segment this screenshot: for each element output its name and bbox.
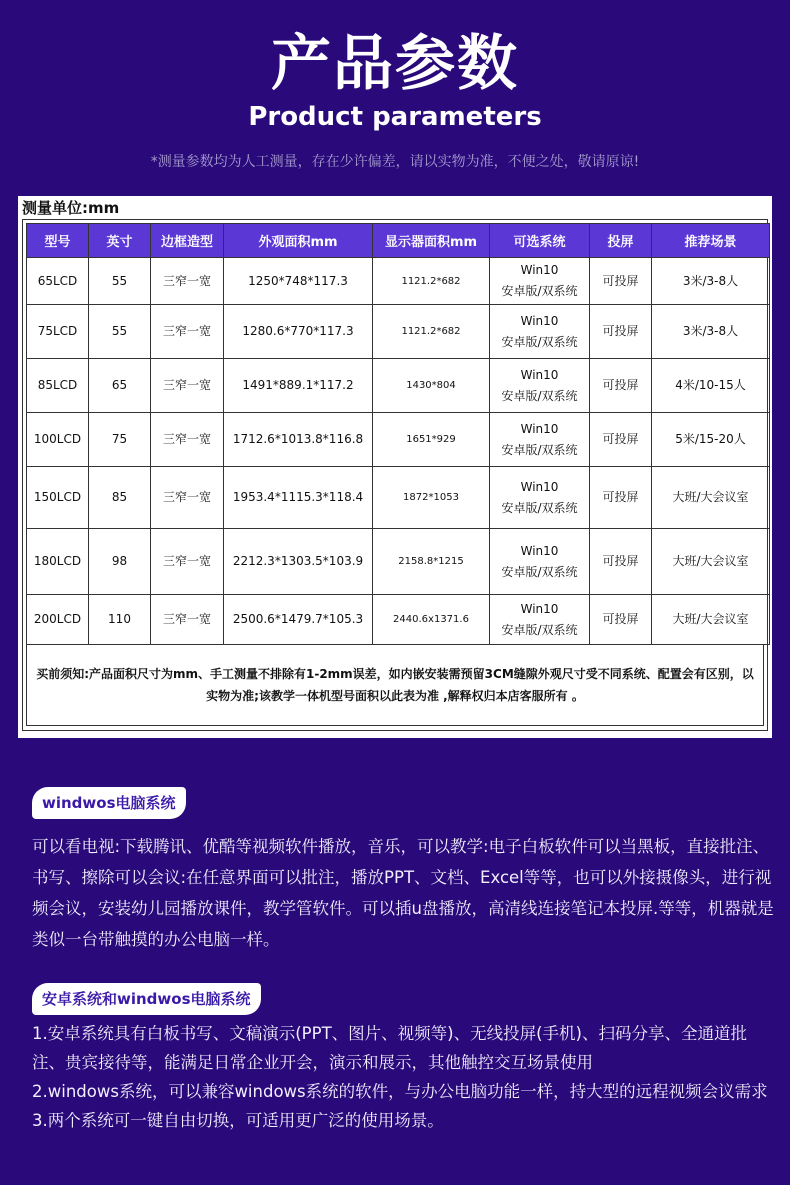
system-line: 安卓版/双系统	[501, 564, 578, 579]
unit-label: 测量单位:mm	[22, 199, 120, 217]
cell-frame: 三窄一宽	[151, 305, 224, 359]
table-row	[27, 529, 770, 595]
parameters-panel	[18, 196, 772, 738]
cell-system	[490, 595, 590, 645]
system-line: Win10	[520, 263, 559, 277]
cell-frame: 三窄一宽	[151, 467, 224, 529]
cell-model: 65LCD	[27, 258, 89, 305]
cell-inch: 110	[89, 595, 151, 645]
system-line: 安卓版/双系统	[501, 388, 578, 403]
cell-display-size: 1872*1053	[373, 467, 490, 529]
cell-system	[490, 529, 590, 595]
cell-scene: 3米/3-8人	[652, 258, 770, 305]
page-subtitle: Product parameters	[248, 102, 542, 132]
cell-display-size: 2158.8*1215	[373, 529, 490, 595]
cell-scene: 4米/10-15人	[652, 359, 770, 413]
table-row	[27, 413, 770, 467]
cell-display-size: 2440.6x1371.6	[373, 595, 490, 645]
system-line: Win10	[520, 421, 559, 436]
cell-cast: 可投屏	[590, 305, 652, 359]
table-row	[27, 258, 770, 305]
cell-outer-size: 1250*748*117.3	[224, 258, 373, 305]
table-row	[27, 359, 770, 413]
header-outer-size: 外观面积mm	[224, 224, 373, 258]
cell-display-size: 1430*804	[373, 359, 490, 413]
cell-cast: 可投屏	[590, 595, 652, 645]
header-frame: 边框造型	[151, 224, 224, 258]
list-item: 2.windows系统，可以兼容windows系统的软件，与办公电脑功能一样，持大型的远程视频会议需求	[32, 1082, 768, 1101]
cell-outer-size: 1491*889.1*117.2	[224, 359, 373, 413]
cell-outer-size: 2212.3*1303.5*103.9	[224, 529, 373, 595]
system-line: Win10	[520, 367, 559, 382]
system-line: 安卓版/双系统	[501, 442, 578, 457]
table-header-row	[27, 224, 770, 258]
cell-frame: 三窄一宽	[151, 413, 224, 467]
cell-cast: 可投屏	[590, 258, 652, 305]
cell-inch: 55	[89, 305, 151, 359]
cell-inch: 65	[89, 359, 151, 413]
cell-system	[490, 305, 590, 359]
header-system: 可选系统	[490, 224, 590, 258]
cell-outer-size: 1280.6*770*117.3	[224, 305, 373, 359]
cell-outer-size: 1953.4*1115.3*118.4	[224, 467, 373, 529]
cell-system	[490, 359, 590, 413]
cell-model: 200LCD	[27, 595, 89, 645]
cell-cast: 可投屏	[590, 529, 652, 595]
system-line: 安卓版/双系统	[501, 334, 578, 349]
cell-model: 100LCD	[27, 413, 89, 467]
cell-inch: 85	[89, 467, 151, 529]
header-scene: 推荐场景	[652, 224, 770, 258]
page-title: 产品参数	[271, 29, 519, 99]
cell-cast: 可投屏	[590, 413, 652, 467]
cell-outer-size: 1712.6*1013.8*116.8	[224, 413, 373, 467]
cell-frame: 三窄一宽	[151, 359, 224, 413]
cell-scene: 3米/3-8人	[652, 305, 770, 359]
list-item: 3.两个系统可一键自由切换，可适用更广泛的使用场景。	[32, 1111, 444, 1130]
cell-display-size: 1121.2*682	[373, 258, 490, 305]
cell-inch: 98	[89, 529, 151, 595]
cell-frame: 三窄一宽	[151, 595, 224, 645]
header-model: 型号	[27, 224, 89, 258]
table-row	[27, 595, 770, 645]
windows-section-badge: windwos电脑系统	[32, 787, 186, 819]
cell-cast: 可投屏	[590, 359, 652, 413]
cell-system	[490, 413, 590, 467]
cell-cast: 可投屏	[590, 467, 652, 529]
cell-model: 85LCD	[27, 359, 89, 413]
cell-frame: 三窄一宽	[151, 258, 224, 305]
system-line: Win10	[520, 543, 559, 558]
system-line: 安卓版/双系统	[501, 500, 578, 515]
system-line: Win10	[520, 313, 559, 328]
cell-scene: 大班/大会议室	[652, 595, 770, 645]
cell-model: 180LCD	[27, 529, 89, 595]
windows-section-text: 可以看电视:下载腾讯、优酷等视频软件播放，音乐，可以教学:电子白板软件可以当黑板，直接批注、书写、擦除可以会议:在任意界面可以批注，播放PPT、文档、Excel等等，也可以外接摄像头，进行视频会议，安装幼儿园播放课件，教学管软件。可以插u盘播放，高清线连接笔记本投屏.等等，机器就是类似一台带触摸的办公电脑一样。	[32, 837, 774, 949]
header-cast: 投屏	[590, 224, 652, 258]
cell-inch: 75	[89, 413, 151, 467]
system-line: Win10	[520, 479, 559, 494]
cell-scene: 大班/大会议室	[652, 529, 770, 595]
system-line: Win10	[520, 601, 559, 616]
parameters-table-frame	[22, 219, 768, 731]
cell-scene: 大班/大会议室	[652, 467, 770, 529]
table-row	[27, 305, 770, 359]
cell-display-size: 1651*929	[373, 413, 490, 467]
cell-model: 75LCD	[27, 305, 89, 359]
cell-frame: 三窄一宽	[151, 529, 224, 595]
purchase-notice: 买前须知:产品面积尺寸为mm、手工测量不排除有1-2mm误差，如内嵌安装需预留3CM缝隙外观尺寸受不同系统、配置会有区别，以实物为准;该教学一体机型号面积以此表为准 ,解释权归本店客服所有 。	[26, 644, 764, 726]
header-display-size: 显示器面积mm	[373, 224, 490, 258]
cell-outer-size: 2500.6*1479.7*105.3	[224, 595, 373, 645]
list-item: 1.安卓系统具有白板书写、文稿演示(PPT、图片、视频等)、无线投屏(手机)、扫码分享、全通道批注、贵宾接待等，能满足日常企业开会，演示和展示，其他触控交互场景使用	[32, 1024, 747, 1072]
cell-inch: 55	[89, 258, 151, 305]
android-section-badge: 安卓系统和windwos电脑系统	[32, 983, 261, 1015]
header-inch: 英寸	[89, 224, 151, 258]
android-section-list	[32, 1019, 774, 1135]
cell-model: 150LCD	[27, 467, 89, 529]
cell-scene: 5米/15-20人	[652, 413, 770, 467]
system-line: 安卓版/双系统	[501, 284, 578, 298]
cell-system	[490, 467, 590, 529]
table-row	[27, 467, 770, 529]
cell-display-size: 1121.2*682	[373, 305, 490, 359]
measurement-note: *测量参数均为人工测量，存在少许偏差，请以实物为准，不便之处，敬请原谅!	[150, 154, 640, 170]
cell-system	[490, 258, 590, 305]
system-line: 安卓版/双系统	[501, 622, 578, 637]
parameters-table	[26, 223, 770, 645]
